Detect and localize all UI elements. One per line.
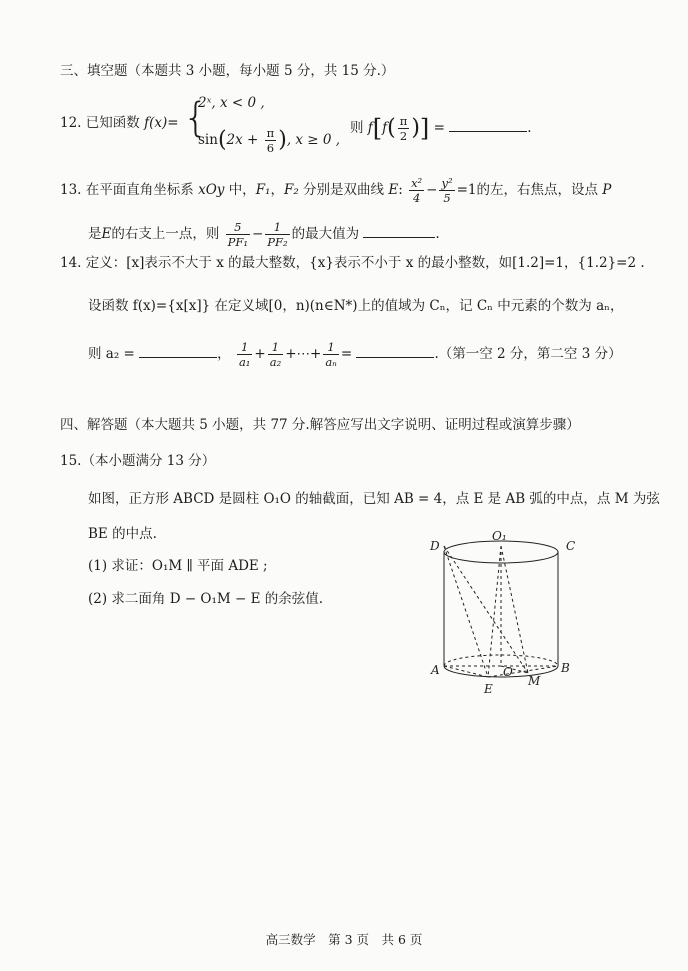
page-footer: 高三数学 第 3 页 共 6 页: [265, 932, 423, 947]
piecewise-brace: {: [183, 95, 209, 141]
segment-EB: [488, 666, 558, 677]
q14-line1: 14. 定义：[x]表示不大于 x 的最大整数，{x}表示不小于 x 的最小整数，如[1.2]=1，{1.2}=2 .: [60, 255, 645, 271]
label-C: C: [566, 539, 576, 553]
q15-part1: (1) 求证：O₁M ∥ 平面 ADE ;: [88, 558, 268, 574]
label-A: A: [431, 663, 440, 677]
q12-answer-blank[interactable]: [449, 119, 527, 132]
q14-answer-blank-2[interactable]: [356, 345, 434, 358]
q13-line1: 13. 在平面直角坐标系 xOy 中，F₁，F₂ 分别是双曲线 E: $\frac{\text{x²}}{4}$ − $\frac{\text{y²}}{5}$ =1的左，右焦点，设点 P: [60, 176, 612, 205]
q15-desc-line1: 如图，正方形 ABCD 是圆柱 O₁O 的轴截面，已知 AB = 4，点 E 是 AB 弧的中点，点 M 为弦: [88, 491, 660, 507]
q15-part2: (2) 求二面角 D − O₁M − E 的余弦值.: [88, 591, 324, 607]
section4-heading: 四、解答题（本大题共 5 小题，共 77 分.解答应写出文字说明、证明过程或演算步骤）: [60, 417, 580, 433]
q13-answer-blank[interactable]: [363, 225, 435, 238]
q14-line3: 则 a₂ = ， $\frac{1}{\text{a₁}}$ + $\frac{1}{\text{a₂}}$ +⋯+ $\frac{1}{\text{aₙ}}$ = .（第一空 2 分，第二空 3 分）: [88, 340, 622, 369]
q15-desc-line2: BE 的中点.: [88, 526, 157, 542]
q14-line2: 设函数 f(x)={x[x]} 在定义域[0，n)(n∈N*)上的值域为 Cₙ，记 Cₙ 中元素的个数为 aₙ，: [88, 298, 624, 314]
q12-lead: 已知函数: [85, 115, 140, 131]
section3-heading: 三、填空题（本题共 3 小题，每小题 5 分，共 15 分.）: [60, 63, 395, 79]
label-O1: O₁: [492, 529, 507, 543]
label-M: M: [528, 674, 541, 688]
q15-title: 15.（本小题满分 13 分）: [60, 453, 216, 469]
q12-case2: sin(2x + $\frac{\pi}{6}$ ), x ≥ 0 ,: [198, 126, 341, 155]
segment-O1M: [501, 546, 528, 673]
cylinder-figure: [428, 526, 588, 698]
label-E: E: [484, 682, 493, 696]
q13-line2: 是E的右支上一点，则 $\frac{5}{\text{PF₁}}$ − $\frac{1}{\text{PF₂}}$ 的最大值为 .: [88, 220, 440, 249]
label-D: D: [430, 539, 440, 553]
segment-DM: [444, 546, 528, 673]
q12-fx: f(x)=: [144, 115, 179, 131]
segment-O1E: [488, 546, 501, 677]
label-B: B: [561, 661, 570, 675]
q12-number: 12.: [60, 115, 82, 131]
q12-expression: 则 f[f( $\frac{\pi}{2}$ )] = .: [350, 114, 532, 143]
label-O: O: [503, 665, 513, 679]
q14-answer-blank-1[interactable]: [139, 345, 217, 358]
q12-case1: 2ˣ, x < 0 ,: [198, 95, 265, 111]
